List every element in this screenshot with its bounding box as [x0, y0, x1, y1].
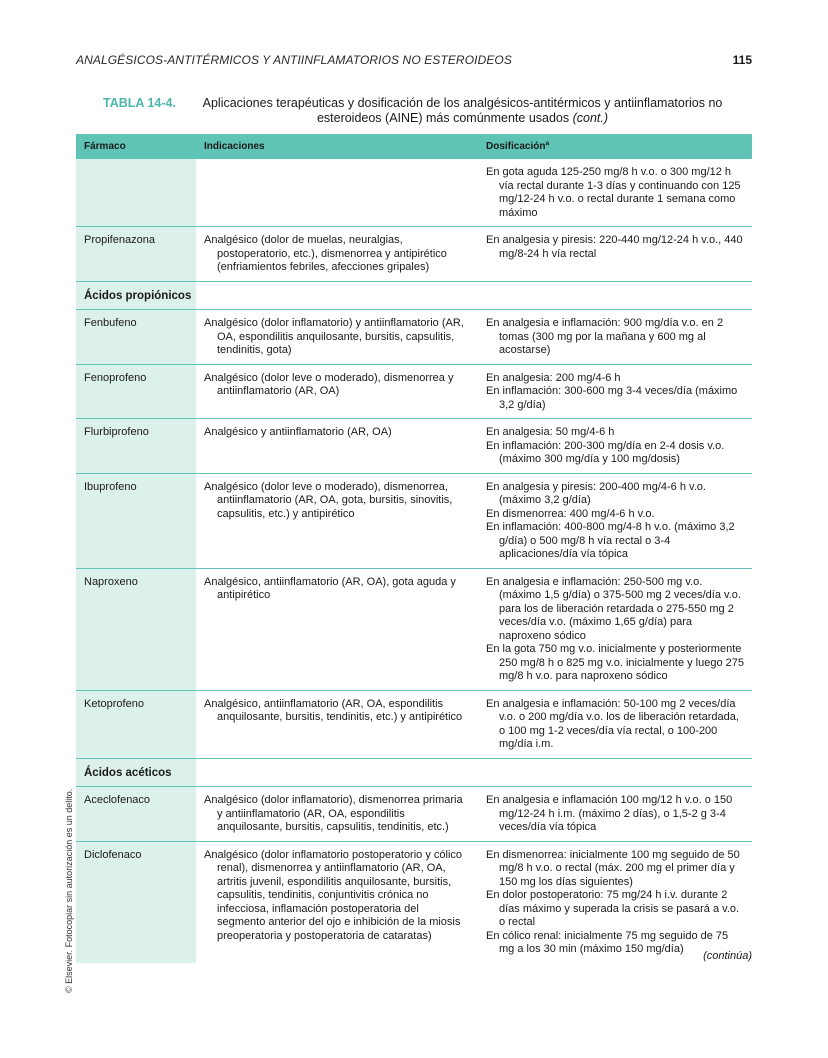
table-row [76, 159, 752, 227]
drug-name: Fenbufeno [76, 310, 196, 365]
indications-text: Analgésico (dolor leve o moderado), dismenorrea y antiinflamatorio (AR, OA) [204, 371, 454, 397]
section-title: Ácidos acéticos [76, 758, 196, 787]
dosage-line: En la gota 750 mg v.o. inicialmente y posteriormente 250 mg/8 h o 825 mg v.o. inicialmente y luego 275 mg/8 h v.o. para naproxeno sódico [486, 643, 745, 682]
table-row [76, 310, 752, 365]
drug-name: Fenoprofeno [76, 364, 196, 419]
indications-text: Analgésico (dolor inflamatorio), dismenorrea primaria y antiinflamatorio (AR, OA, espondilitis anquilosante, bursitis, capsulitis, tendinitis, etc.) [204, 794, 463, 833]
indications-text: Analgésico, antiinflamatorio (AR, OA), gota aguda y antipirético [204, 575, 456, 601]
table-row [76, 568, 752, 690]
dosage-line: En cólico renal: inicialmente 75 mg seguido de 75 mg a los 30 min (máximo 150 mg/día) [486, 929, 729, 955]
drug-name: Ibuprofeno [76, 473, 196, 568]
indications-text: Analgésico (dolor inflamatorio postoperatorio y cólico renal), dismenorrea y antiinflamatorio (AR, OA, artritis juvenil, espondilitis anquilosante, bursitis, capsulitis, tendinitis, conjuntivitis crónica no infecciosa, inflamación postoperatoria del segmento anterior del ojo e inhibición de la miosis preoperatoria y postoperatoria de cataratas) [204, 848, 463, 942]
page-number: 115 [732, 53, 752, 67]
table-row [76, 419, 752, 474]
dosage-line: En inflamación: 400-800 mg/4-8 h v.o. (máximo 3,2 g/día) o 500 mg/8 h vía rectal o 3-4 aplicaciones/día vía tópica [486, 521, 735, 560]
drug-name: Naproxeno [76, 568, 196, 690]
header-farmaco: Fármaco [76, 134, 196, 159]
drug-name: Propifenazona [76, 227, 196, 282]
section-row [76, 281, 752, 310]
drug-name: Aceclofenaco [76, 787, 196, 842]
dosage [478, 310, 752, 365]
table-row [76, 473, 752, 568]
table-row [76, 364, 752, 419]
indications [196, 310, 478, 365]
indications [196, 787, 478, 842]
dosage-line: En dolor postoperatorio: 75 mg/24 h i.v. durante 2 días máximo y superada la crisis se pasará a v.o. o rectal [486, 889, 740, 928]
section-empty-cell [478, 281, 752, 310]
indications-text: Analgésico (dolor de muelas, neuralgias, postoperatorio, etc.), dismenorrea y antipirético (enfriamientos febriles, afecciones gripales) [204, 234, 447, 273]
dosage-line: En gota aguda 125-250 mg/8 h v.o. o 300 mg/12 h vía rectal durante 1-3 días y continuando con 125 mg/12-24 h v.o. o rectal durante 1 semana como máximo [486, 166, 741, 219]
dosage-line: En inflamación: 200-300 mg/día en 2-4 dosis v.o. (máximo 300 mg/día y 100 mg/dosis) [486, 439, 725, 465]
table-row [76, 690, 752, 758]
drug-name: Flurbiprofeno [76, 419, 196, 474]
dosage [478, 364, 752, 419]
section-title: Ácidos propiónicos [76, 281, 196, 310]
dosage-line: En dismenorrea: inicialmente 100 mg seguido de 50 mg/8 h v.o. o rectal (máx. 200 mg el primer día y 150 mg los días siguientes) [486, 848, 740, 888]
indications [196, 473, 478, 568]
indications [196, 227, 478, 282]
drug-table [76, 134, 752, 963]
dosage [478, 419, 752, 474]
table-title [190, 96, 735, 126]
table-row [76, 787, 752, 842]
drug-name: Ketoprofeno [76, 690, 196, 758]
indications [196, 690, 478, 758]
section-empty-cell [478, 758, 752, 787]
indications [196, 841, 478, 963]
indications-text: Analgésico (dolor inflamatorio) y antiinflamatorio (AR, OA, espondilitis anquilosante, bursitis, capsulitis, tendinitis, gota) [204, 317, 464, 356]
indications-text: Analgésico y antiinflamatorio (AR, OA) [204, 426, 392, 438]
dosage-line: En analgesia y piresis: 220-440 mg/12-24 h v.o., 440 mg/8-24 h vía rectal [486, 234, 743, 260]
dosage [478, 787, 752, 842]
dosage [478, 690, 752, 758]
header-indicaciones: Indicaciones [196, 134, 478, 159]
indications-text: Analgésico, antiinflamatorio (AR, OA, espondilitis anquilosante, bursitis, tendinitis, etc.) y antipirético [204, 697, 463, 723]
copyright-text: © Elsevier. Fotocopiar sin autorización es un delito. [64, 788, 74, 993]
dosage [478, 227, 752, 282]
indications [196, 568, 478, 690]
dosage-line: En analgesia e inflamación: 250-500 mg v.o. (máximo 1,5 g/día) o 375-500 mg 2 veces/día v.o. para los de liberación retardada o 275-550 mg 2 veces/día v.o. (máximo 1,65 g/día) para naproxeno sódico [486, 575, 741, 642]
header-dosificacion: Dosificaciónª [478, 134, 752, 159]
table-title-text: Aplicaciones terapéuticas y dosificación de los analgésicos-antitérmicos y antiinflamatorios no esteroideos (AINE) más comúnmente usados [202, 96, 723, 125]
table-label: TABLA 14-4. [103, 96, 176, 110]
dosage-line: En analgesia e inflamación 100 mg/12 h v.o. o 150 mg/12-24 h i.m. (máximo 2 días), o 1,5-2 g 3-4 veces/día vía tópica [486, 794, 733, 833]
dosage-line: En analgesia: 200 mg/4-6 h [486, 371, 621, 384]
dosage [478, 473, 752, 568]
section-empty-cell [196, 758, 478, 787]
continued-note: (continúa) [703, 950, 752, 962]
dosage-line: En analgesia y piresis: 200-400 mg/4-6 h v.o. (máximo 3,2 g/día) [486, 480, 706, 506]
copyright-sidenote [60, 788, 74, 995]
dosage [478, 841, 752, 963]
dosage-line: En analgesia e inflamación: 900 mg/día v.o. en 2 tomas (300 mg por la mañana y 600 mg al acostarse) [486, 317, 724, 356]
indications [196, 364, 478, 419]
drug-name: Diclofenaco [76, 841, 196, 963]
section-empty-cell [196, 281, 478, 310]
indications [196, 159, 478, 227]
section-row [76, 758, 752, 787]
running-head [76, 53, 752, 67]
table-header-row [76, 134, 752, 159]
indications-text: Analgésico (dolor leve o moderado), dismenorrea, antiinflamatorio (AR, OA, gota, bursitis, sinovitis, capsulitis, etc.) y antipirético [204, 480, 453, 520]
dosage [478, 568, 752, 690]
indications [196, 419, 478, 474]
dosage [478, 159, 752, 227]
dosage-line: En inflamación: 300-600 mg 3-4 veces/día (máximo 3,2 g/día) [486, 385, 738, 411]
drug-name [76, 159, 196, 227]
dosage-line: En dismenorrea: 400 mg/4-6 h v.o. [486, 507, 655, 520]
table-title-cont: (cont.) [572, 111, 609, 125]
dosage-line: En analgesia e inflamación: 50-100 mg 2 veces/día v.o. o 200 mg/día v.o. los de liberación retardada, o 100 mg 1-2 veces/día vía rectal, o 100-200 mg/día i.m. [486, 697, 739, 750]
dosage-line: En analgesia: 50 mg/4-6 h [486, 426, 615, 438]
running-title: ANALGÉSICOS-ANTITÉRMICOS Y ANTIINFLAMATORIOS NO ESTEROIDEOS [76, 53, 512, 67]
table-row [76, 841, 752, 963]
table-row [76, 227, 752, 282]
